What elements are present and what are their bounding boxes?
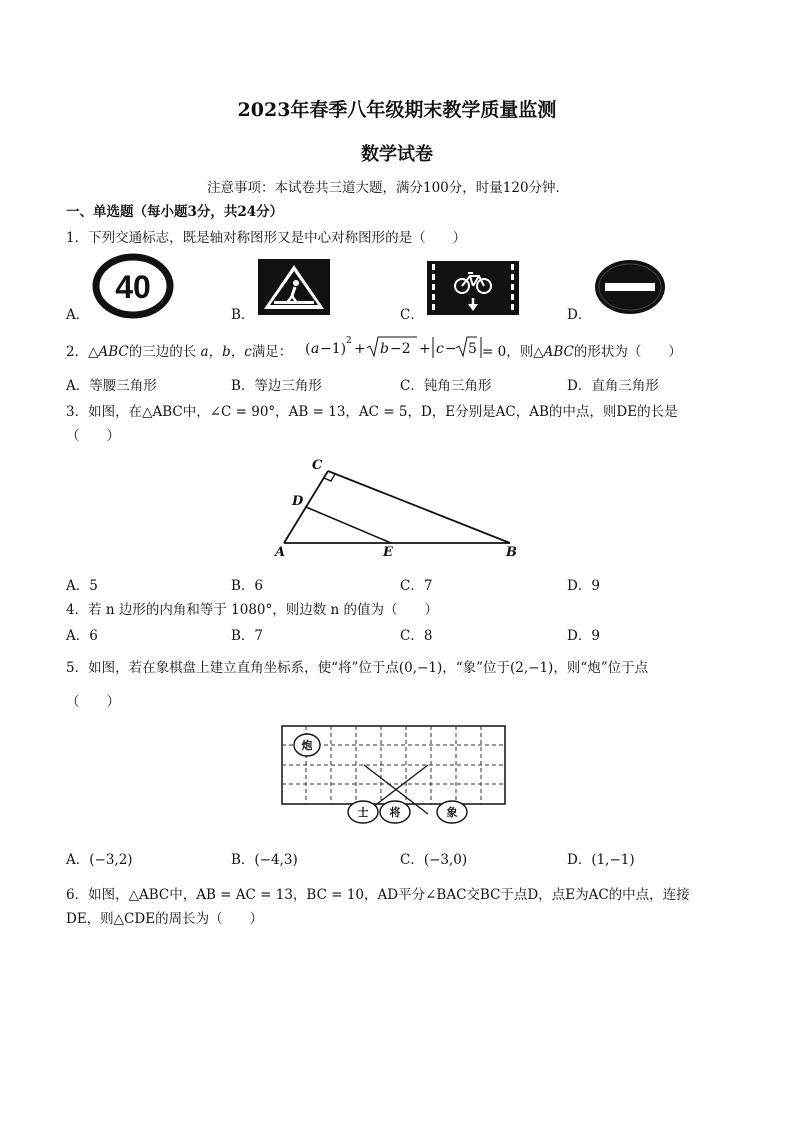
q5-piece-jiang: 将 — [389, 806, 401, 819]
svg-text:+: + — [419, 341, 431, 357]
q2-triangle-symbol: △ — [88, 344, 99, 360]
sign-a-speed-limit — [93, 255, 173, 317]
q6-stem-line1: 6．如图，△ABC中，AB = AC = 13，BC = 10，AD平分∠BAC交BC于点D，点E为AC的中点，连接 — [66, 887, 690, 903]
q6-stem-line2: DE，则△CDE的周长为（ ） — [66, 911, 264, 927]
svg-text:c: c — [436, 341, 444, 357]
q2-text-3: ，则△ — [506, 344, 544, 360]
q5-option-c: C．(−3,0) — [400, 852, 468, 868]
q3-label-a: A — [275, 545, 286, 560]
q3-stem-line2: （ ） — [66, 428, 120, 444]
q3-label-e: E — [383, 545, 393, 560]
q2-abc-2: ABC — [543, 344, 574, 360]
q1-option-d-label: D． — [567, 307, 592, 323]
q5-piece-xiang: 象 — [446, 806, 458, 819]
q5-piece-pao: 炮 — [301, 739, 313, 752]
q2-abc: ABC — [98, 344, 129, 360]
exam-title: 2023年春季八年级期末教学质量监测 — [237, 99, 557, 121]
q4-option-a: A．6 — [66, 628, 98, 644]
q2-option-d: D．直角三角形 — [567, 378, 659, 394]
q2-number: 2． — [66, 344, 89, 360]
q1-option-a-label: A． — [66, 307, 90, 323]
q1-option-b-label: B． — [231, 307, 255, 323]
q2-text-2: 满足： — [251, 344, 293, 360]
q5-stem-line1: 5．如图，若在象棋盘上建立直角坐标系，使“将”位于点(0,−1)，“象”位于(2,−1)，则“炮”位于点 — [66, 660, 649, 676]
sign-a-number: 40 — [115, 269, 151, 305]
q3-label-c: C — [312, 458, 323, 473]
svg-text:−: − — [445, 341, 457, 357]
q5-option-b: B．(−4,3) — [231, 852, 298, 868]
q4-stem: 4．若 n 边形的内角和等于 1080°，则边数 n 的值为（ ） — [66, 602, 439, 618]
q2-text-4: 的形状为（ ） — [573, 344, 682, 360]
q3-option-d: D．9 — [567, 578, 600, 594]
q3-stem-line1: 3．如图，在△ABC中，∠C = 90°，AB = 13，AC = 5，D，E分别是AC，AB的中点，则DE的长是 — [66, 404, 678, 420]
q2-stem-end — [482, 340, 682, 360]
section-heading: 一、单选题（每小题3分，共24分） — [66, 204, 284, 220]
svg-text:−1): −1) — [320, 341, 347, 357]
q3-label-d: D — [292, 494, 304, 509]
exam-notice: 注意事项：本试卷共三道大题，满分100分，时量120分钟． — [207, 180, 570, 196]
q2-option-b: B．等边三角形 — [231, 378, 322, 394]
q2-text-1: 的三边的长 — [128, 344, 197, 360]
q5-option-a: A．(−3,2) — [66, 852, 133, 868]
q5-option-d: D．(1,−1) — [567, 852, 635, 868]
q4-option-b: B．7 — [231, 628, 264, 644]
q2-equals-zero: = 0 — [482, 344, 507, 360]
q2-formula — [305, 333, 505, 361]
svg-text:2: 2 — [346, 336, 352, 346]
q3-option-c: C．7 — [400, 578, 433, 594]
svg-text:−2: −2 — [390, 341, 411, 357]
svg-text:(: ( — [305, 341, 311, 357]
svg-text:+: + — [354, 341, 366, 357]
q2-stem — [66, 340, 292, 360]
svg-text:a: a — [311, 341, 320, 357]
q4-option-c: C．8 — [400, 628, 433, 644]
q3-option-b: B．6 — [231, 578, 264, 594]
q1-option-c-label: C． — [400, 307, 424, 323]
q2-vars: a，b，c — [200, 344, 252, 360]
q2-option-a: A．等腰三角形 — [66, 378, 157, 394]
svg-text:b: b — [380, 341, 389, 357]
q5-chessboard-figure — [280, 724, 510, 828]
exam-subtitle: 数学试卷 — [361, 144, 433, 165]
sign-c-bicycle-lane — [427, 261, 519, 315]
svg-text:5: 5 — [468, 341, 477, 357]
sign-d-no-entry — [594, 259, 666, 315]
q5-stem-line2: （ ） — [66, 694, 120, 710]
q2-option-c: C．钝角三角形 — [400, 378, 492, 394]
q5-piece-shi: 士 — [357, 806, 369, 819]
sign-b-pedestrian-crossing — [258, 259, 330, 315]
q4-option-d: D．9 — [567, 628, 600, 644]
q3-label-b: B — [506, 545, 517, 560]
q1-stem: 1．下列交通标志，既是轴对称图形又是中心对称图形的是（ ） — [66, 230, 467, 246]
q3-triangle-figure — [270, 455, 530, 560]
q3-option-a: A．5 — [66, 578, 98, 594]
